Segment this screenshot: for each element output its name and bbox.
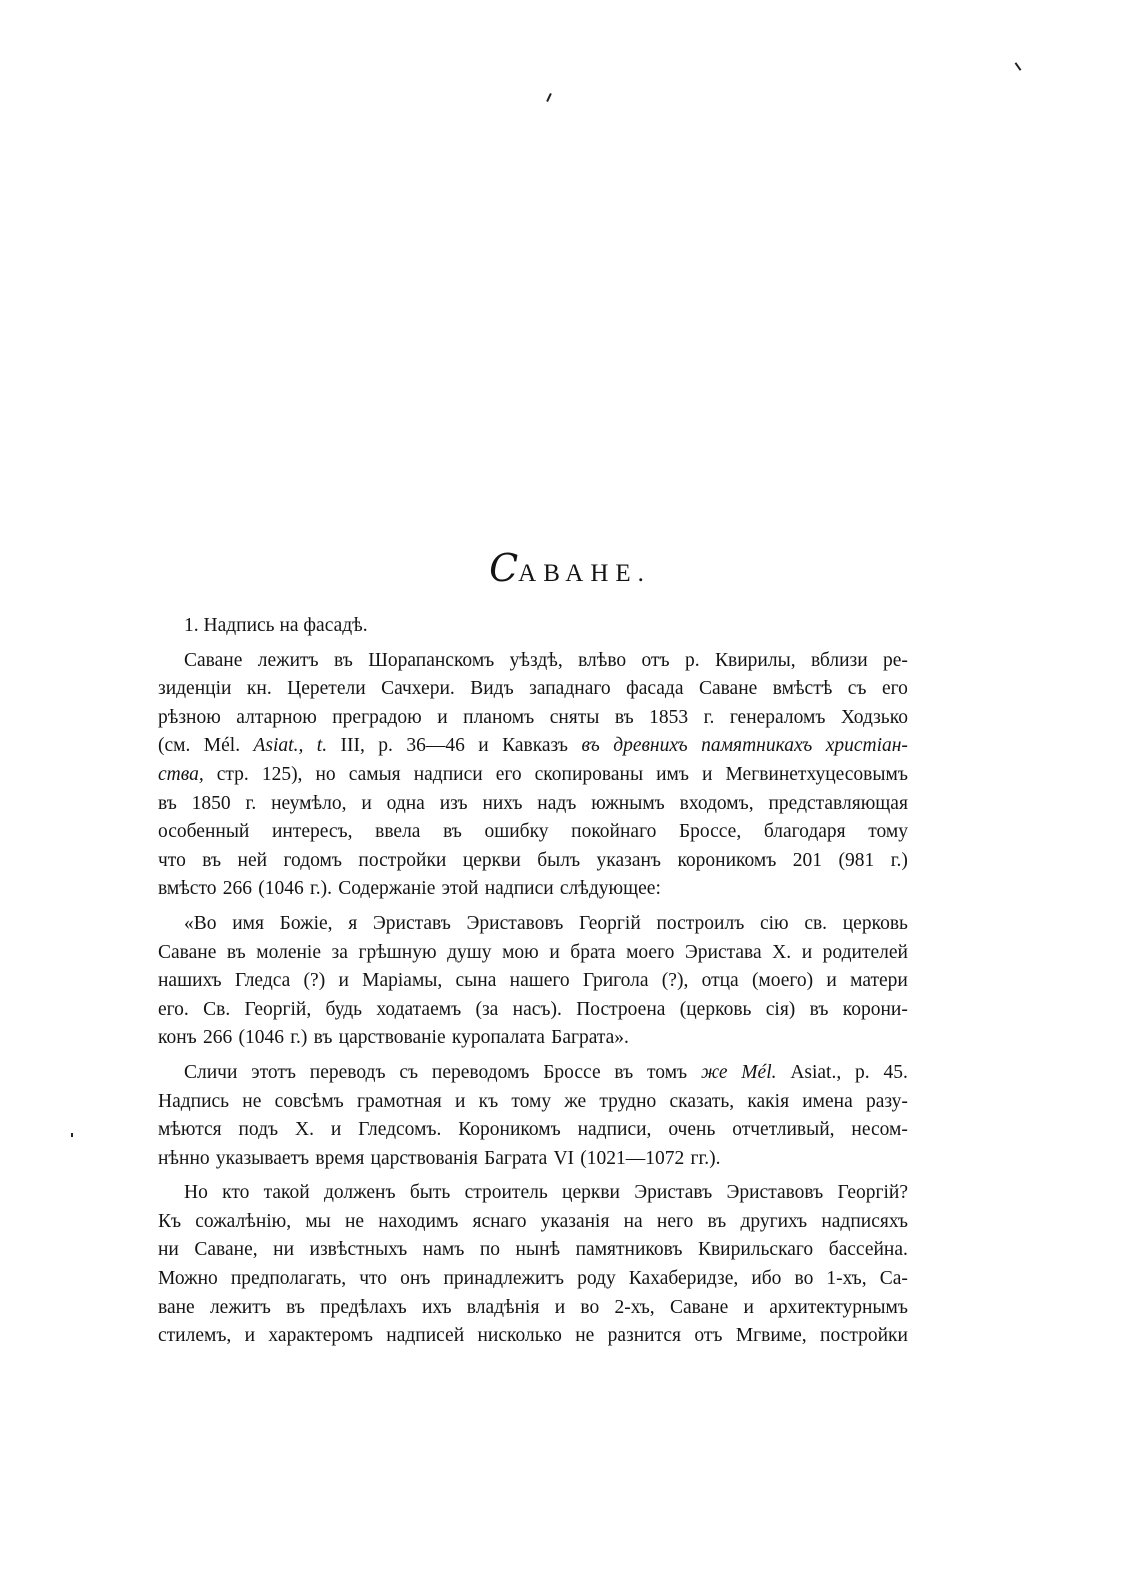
text-line: что въ ней годомъ постройки церкви былъ указанъ короникомъ 201 (981 г.) <box>158 849 908 871</box>
text-line: Можно предполагать, что онъ принадлежитъ роду Кахаберидзе, ибо во 1-хъ, Са- <box>158 1268 908 1290</box>
text-line: особенный интересъ, ввела въ ошибку покойнаго Броссе, благодаря тому <box>158 821 908 843</box>
paragraph <box>158 1059 908 1173</box>
text-line: ни Саване, ни извѣстныхъ намъ по нынѣ памятниковъ Квирильскаго бассейна. <box>158 1239 908 1261</box>
text-line: Надпись не совсѣмъ грамотная и къ тому же трудно сказать, какія имена разу- <box>158 1090 908 1112</box>
text-line: мѣются подъ X. и Гледсомъ. Короникомъ надписи, очень отчетливый, несом- <box>158 1119 908 1141</box>
paragraphs <box>158 647 908 1357</box>
paragraph <box>158 647 908 904</box>
title-initial: С <box>489 546 519 590</box>
text-line: Саване лежитъ въ Шорапанскомъ уѣздѣ, влѣво отъ р. Квирилы, вблизи ре- <box>184 649 908 671</box>
text-line: нашихъ Гледса (?) и Маріамы, сына нашего Григола (?), отца (моего) и матери <box>158 970 908 992</box>
text-line: рѣзною алтарною преградою и планомъ сняты въ 1853 г. генераломъ Ходзько <box>158 706 908 728</box>
text-line: ства, стр. 125), но самыя надписи его скопированы имъ и Мегвинетхуцесовымъ <box>158 763 908 785</box>
text-line: Но кто такой долженъ быть строитель церкви Эриставъ Эриставовъ Георгій? <box>184 1182 908 1204</box>
text-line: Саване въ моленіе за грѣшную душу мою и брата моего Эристава X. и родителей <box>158 941 908 963</box>
text-line: нѣнно указываетъ время царствованія Баграта VI (1021—1072 гг.). <box>158 1147 721 1169</box>
paragraph <box>158 910 908 1053</box>
text-line: стилемъ, и характеромъ надписей нисколько не разнится отъ Мгвиме, постройки <box>158 1325 908 1347</box>
text-line: въ 1850 г. неумѣло, и одна изъ нихъ надъ южнымъ входомъ, представляющая <box>158 792 908 814</box>
title-rest: АВАНЕ. <box>518 560 651 587</box>
text-line: зиденціи кн. Церетели Сачхери. Видъ западнаго фасада Саване вмѣстѣ съ его <box>158 678 908 700</box>
text-line: ване лежитъ въ предѣлахъ ихъ владѣнія и во 2-хъ, Саване и архитектурнымъ <box>158 1296 908 1318</box>
text-line: его. Св. Георгій, будь ходатаемъ (за насъ). Построена (церковь сія) въ корони- <box>158 998 908 1020</box>
text-line: конъ 266 (1046 г.) въ царствованіе куропалата Баграта». <box>158 1027 629 1049</box>
text-line: вмѣсто 266 (1046 г.). Содержаніе этой надписи слѣдующее: <box>158 878 661 900</box>
scan-speck <box>71 1133 73 1137</box>
section-heading: 1. Надпись на фасадѣ. <box>184 615 368 636</box>
paragraph <box>158 1179 908 1351</box>
page-title <box>0 548 1140 594</box>
text-line: «Во имя Божіе, я Эриставъ Эриставовъ Георгій построилъ сію св. церковь <box>184 912 908 934</box>
scan-speck <box>546 93 552 102</box>
text-line: (см. Mél. Asiat., t. III, p. 36—46 и Кавказъ въ древнихъ памятникахъ христіан- <box>158 735 908 757</box>
text-line: Сличи этотъ переводъ съ переводомъ Броссе въ томъ же Mél. Asiat., p. 45. <box>184 1061 908 1083</box>
scan-speck <box>1015 62 1022 71</box>
text-line: Къ сожалѣнію, мы не находимъ яснаго указанія на него въ другихъ надписяхъ <box>158 1210 908 1232</box>
body-text <box>158 612 908 1357</box>
